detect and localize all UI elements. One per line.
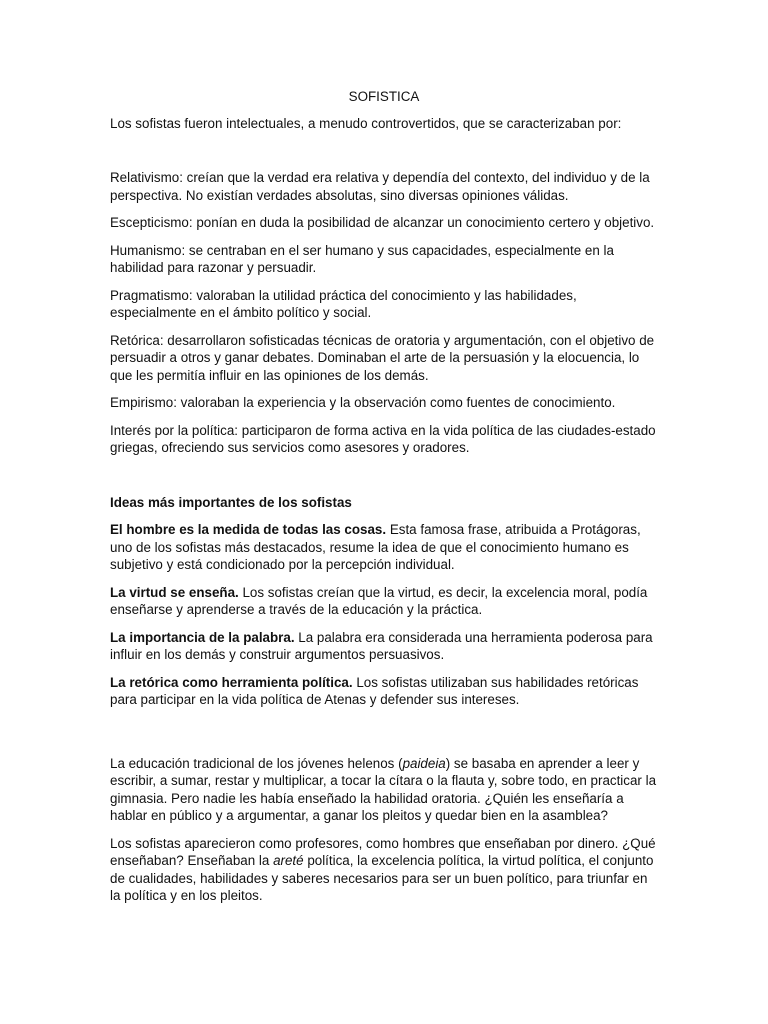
idea-text: Los sofistas creían que la virtud, es decir, la excelencia moral, podía enseñarse y aprenderse a través de la educación y la práctica. [110, 584, 648, 617]
idea-title: La retórica como herramienta política. [110, 674, 353, 690]
education-text-start: La educación tradicional de los jóvenes helenos ( [110, 755, 403, 771]
document-title: SOFISTICA [348, 89, 420, 104]
characteristic-humanismo: Humanismo: se centraban en el ser humano y sus capacidades, especialmente en la habilidad para razonar y persuadir. [110, 242, 614, 275]
idea-paragraph [110, 584, 658, 619]
spacer [110, 719, 658, 755]
education-italic-term: paideia [402, 755, 446, 771]
teachers-text-start: Los sofistas aparecieron como profesores, como hombres que enseñaban por dinero. ¿Qué enseñaban? Enseñaban la [110, 835, 656, 868]
spacer [110, 467, 658, 494]
teachers-text-end: política, la excelencia política, la virtud política, el conjunto de cualidades, habilidades y saberes necesarios para ser un buen político, para triunfar en la política y en los pleitos. [110, 853, 654, 903]
characteristic-empirismo: Empirismo: valoraban la experiencia y la observación como fuentes de conocimiento. [110, 395, 616, 410]
teachers-italic-term: areté [273, 853, 304, 868]
characteristic-retorica: Retórica: desarrollaron sofisticadas técnicas de oratoria y argumentación, con el objetivo de persuadir a otros y ganar debates. Dominaban el arte de la persuasión y la elocuencia, lo que les permitía influir en las opiniones de los demás. [110, 332, 655, 383]
idea-text: Los sofistas utilizaban sus habilidades retóricas para participar en la vida política de Atenas y defender sus intereses. [110, 674, 639, 707]
characteristic-politica: Interés por la política: participaron de forma activa en la vida política de las ciudades-estado griegas, ofreciendo sus servicios como asesores y oradores. [110, 422, 656, 455]
characteristic-relativismo: Relativismo: creían que la verdad era relativa y dependía del contexto, del individuo y de la perspectiva. No existían verdades absolutas, sino diversas opiniones válidas. [110, 170, 650, 203]
intro-paragraph: Los sofistas fueron intelectuales, a menudo controvertidos, que se caracterizaban por: [110, 115, 622, 131]
education-paragraph [110, 755, 658, 825]
characteristic-escepticismo: Escepticismo: ponían en duda la posibilidad de alcanzar un conocimiento certero y objetivo. [110, 215, 655, 230]
ideas-heading: Ideas más importantes de los sofistas [110, 494, 352, 510]
idea-paragraph [110, 521, 658, 574]
idea-title: La importancia de la palabra. [110, 629, 295, 645]
spacer [110, 142, 658, 169]
idea-title: El hombre es la medida de todas las cosas. [110, 522, 387, 537]
idea-text: La palabra era considerada una herramienta poderosa para influir en los demás y construir argumentos persuasivos. [110, 629, 653, 662]
idea-paragraph [110, 674, 658, 709]
education-text-end: ) se basaba en aprender a leer y escribir, a sumar, restar y multiplicar, a tocar la cítara o la flauta y, sobre todo, en practicar la gimnasia. Pero nadie les había enseñado la habilidad oratoria. ¿Quién les enseñaría a hablar en público y a argumentar, a ganar los pleitos y quedar bien en la asamblea? [110, 755, 657, 823]
teachers-paragraph [110, 835, 658, 905]
idea-paragraph [110, 629, 658, 664]
characteristic-pragmatismo: Pragmatismo: valoraban la utilidad práctica del conocimiento y las habilidades, especialmente en el ámbito político y social. [110, 287, 577, 320]
idea-text: Esta famosa frase, atribuida a Protágoras, uno de los sofistas más destacados, resume la idea de que el conocimiento humano es subjetivo y está condicionado por la percepción individual. [110, 522, 641, 572]
document-body [110, 88, 658, 915]
idea-title: La virtud se enseña. [110, 584, 239, 600]
